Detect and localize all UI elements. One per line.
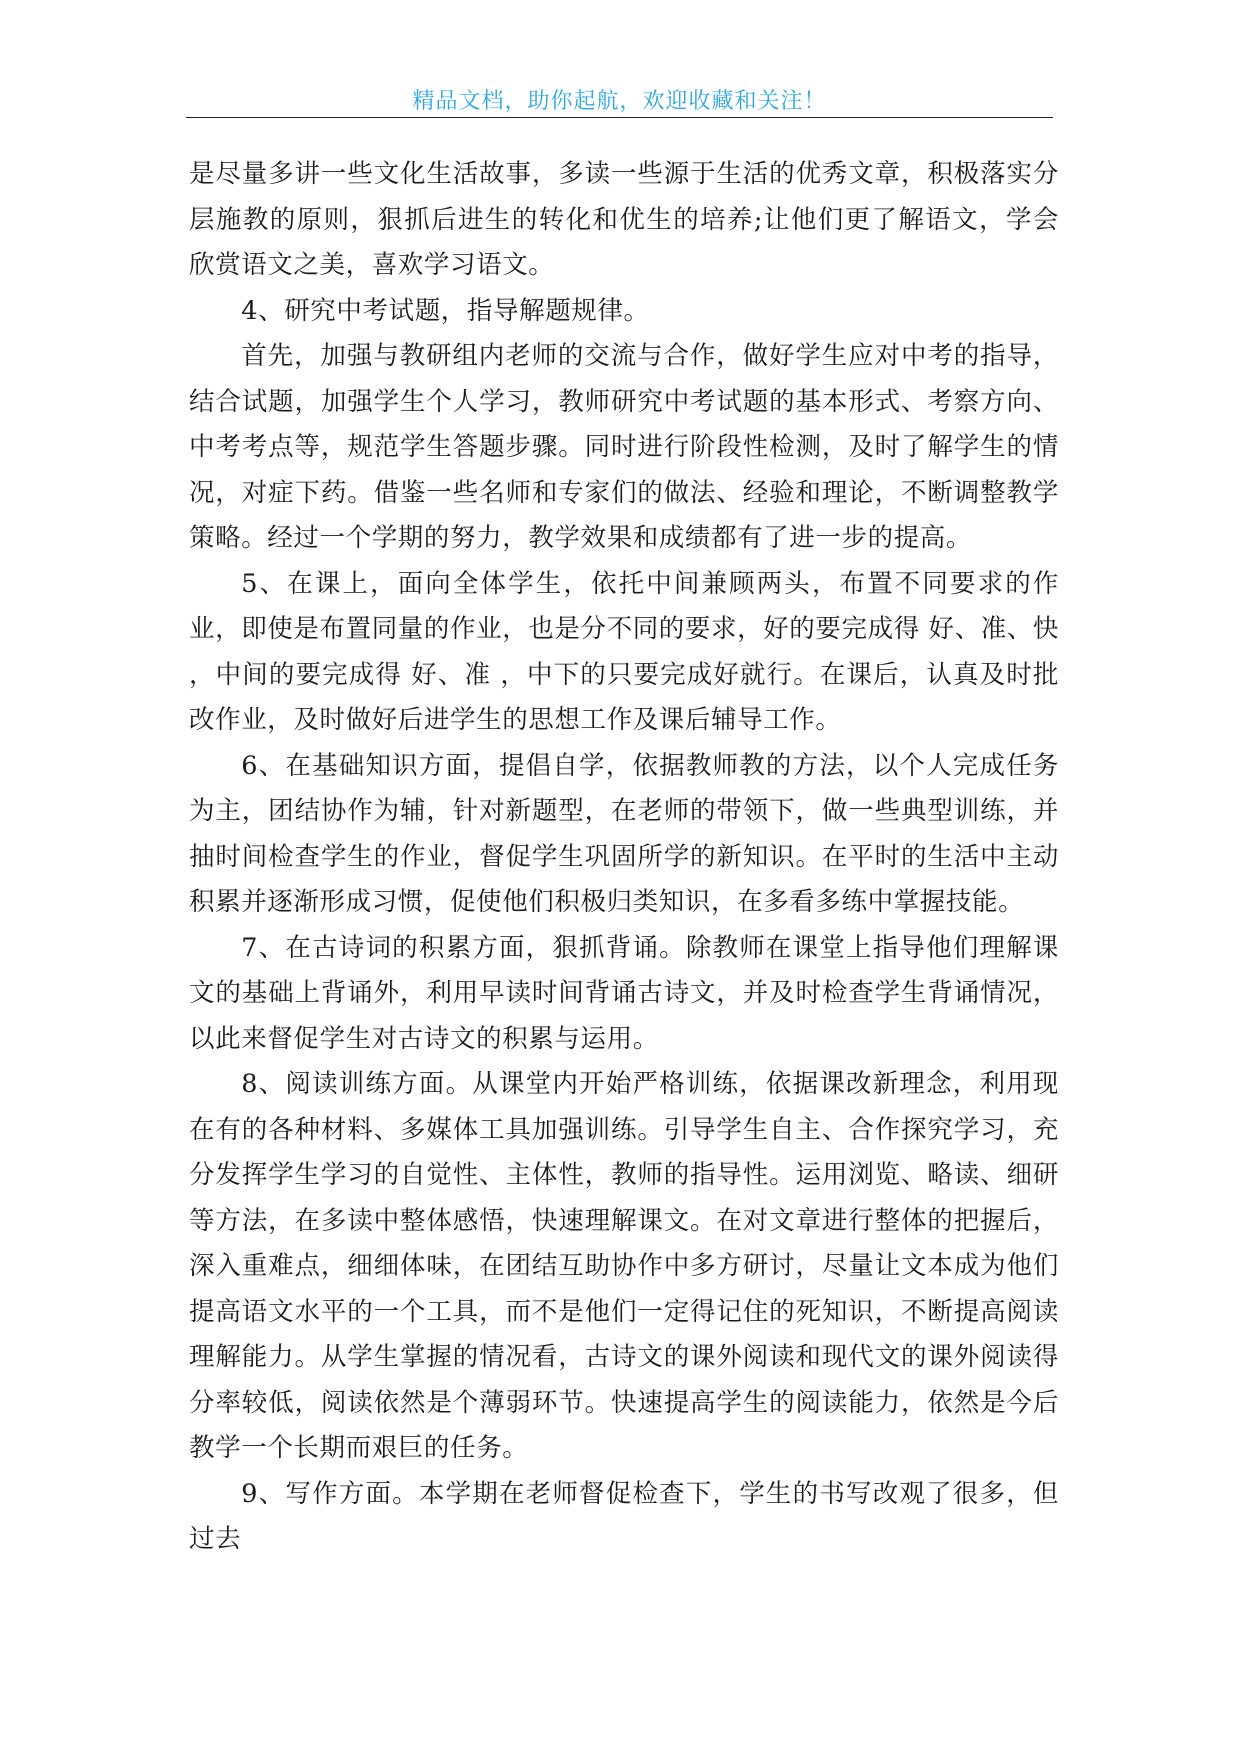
paragraph-item-5: 5、在课上，面向全体学生，依托中间兼顾两头，布置不同要求的作业，即使是布置同量的作业，也是分不同的要求，好的要完成得 好、准、快 ，中间的要完成得 好、准 ，中下的只要完成好就行。在课后，认真及时批改作业，及时做好后进学生的思想工作及课后辅导工作。 xyxy=(189,568,1060,735)
paragraph-item-6: 6、在基础知识方面，提倡自学，依据教师教的方法，以个人完成任务为主，团结协作为辅，针对新题型，在老师的带领下，做一些典型训练，并抽时间检查学生的作业，督促学生巩固所学的新知识。在平时的生活中主动积累并逐渐形成习惯，促使他们积极归类知识，在多看多练中掌握技能。 xyxy=(189,750,1059,917)
header-divider xyxy=(186,117,1053,118)
paragraph-item-4: 4、研究中考试题，指导解题规律。 xyxy=(241,295,650,326)
paragraph-continuation: 是尽量多讲一些文化生活故事，多读一些源于生活的优秀文章，积极落实分层施教的原则，狠抓后进生的转化和优生的培养;让他们更了解语文，学会欣赏语文之美，喜欢学习语文。 xyxy=(189,159,1059,280)
document-body xyxy=(189,152,1059,1563)
paragraph-item-4-detail: 首先，加强与教研组内老师的交流与合作，做好学生应对中考的指导，结合试题，加强学生个人学习，教师研究中考试题的基本形式、考察方向、中考考点等，规范学生答题步骤。同时进行阶段性检测，及时了解学生的情况，对症下药。借鉴一些名师和专家们的做法、经验和理论，不断调整教学策略。经过一个学期的努力，教学效果和成绩都有了进一步的提高。 xyxy=(189,341,1059,553)
page-header: 精品文档，助你起航，欢迎收藏和关注！ xyxy=(412,89,827,114)
paragraph-item-7: 7、在古诗词的积累方面，狠抓背诵。除教师在课堂上指导他们理解课文的基础上背诵外，利用早读时间背诵古诗文，并及时检查学生背诵情况，以此来督促学生对古诗文的积累与运用。 xyxy=(189,932,1059,1054)
paragraph-item-8: 8、阅读训练方面。从课堂内开始严格训练，依据课改新理念，利用现在有的各种材料、多媒体工具加强训练。引导学生自主、合作探究学习，充分发挥学生学习的自觉性、主体性，教师的指导性。运用浏览、略读、细研等方法，在多读中整体感悟，快速理解课文。在对文章进行整体的把握后，深入重难点，细细体味，在团结互助协作中多方研讨，尽量让文本成为他们提高语文水平的一个工具，而不是他们一定得记住的死知识，不断提高阅读理解能力。从学生掌握的情况看，古诗文的课外阅读和现代文的课外阅读得分率较低，阅读依然是个薄弱环节。快速提高学生的阅读能力，依然是今后教学一个长期而艰巨的任务。 xyxy=(189,1069,1059,1463)
paragraph-item-9: 9、写作方面。本学期在老师督促检查下，学生的书写改观了很多，但过去 xyxy=(189,1478,1059,1554)
